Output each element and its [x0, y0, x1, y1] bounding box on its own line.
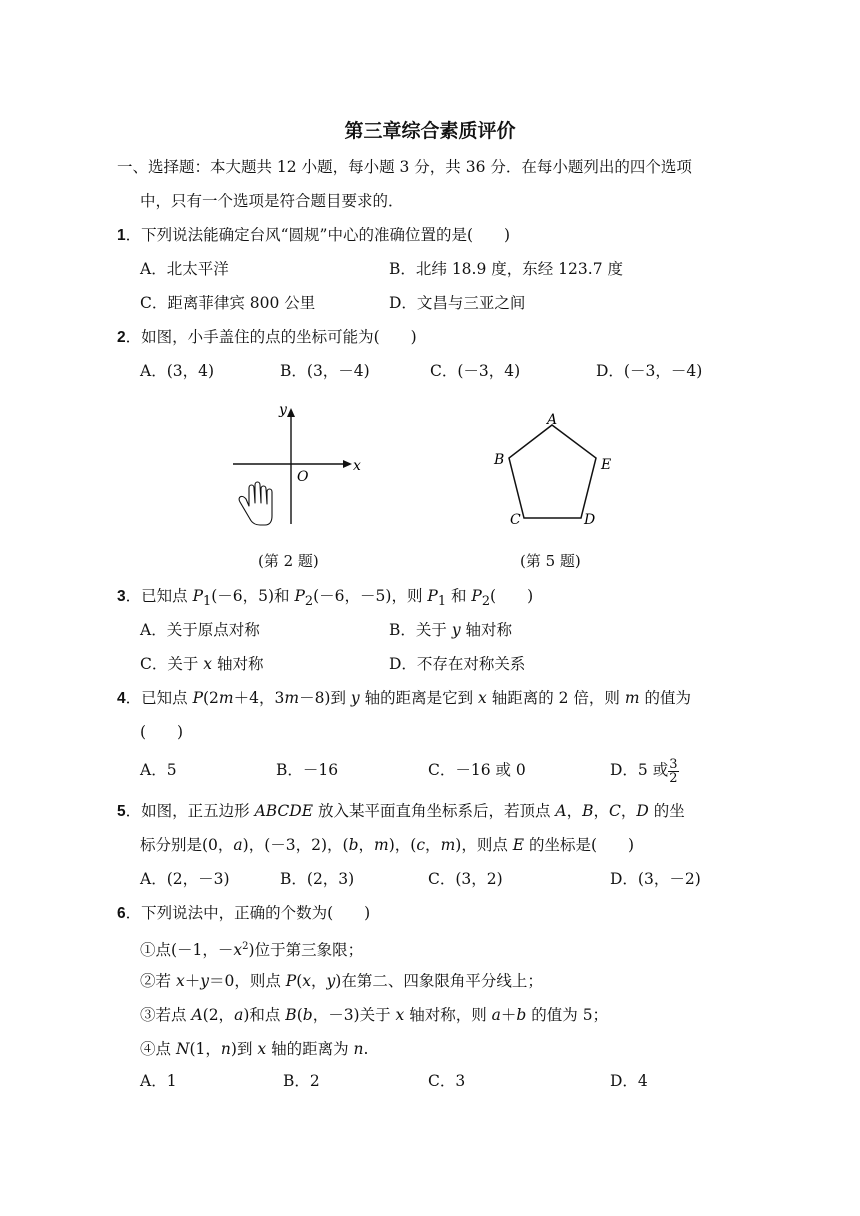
option-text: B．关于: [389, 621, 452, 639]
question-6-option-a: A．1: [140, 1072, 177, 1090]
var: y: [326, 972, 336, 990]
figure-q5-pentagon: [486, 412, 626, 534]
var: a: [234, 1006, 244, 1024]
section-heading-line2: 中，只有一个选项是符合题目要求的．: [140, 192, 404, 210]
question-4-option-b: B．－16: [276, 761, 339, 779]
text: 轴的距离为: [266, 1040, 354, 1058]
text: )，(: [388, 836, 417, 854]
question-3-text-d: 和: [446, 587, 472, 605]
var: B: [582, 802, 594, 820]
text: ④点: [140, 1040, 176, 1058]
question-3-text-a: ．已知点: [125, 587, 193, 605]
figure-q2-axes: [220, 398, 370, 533]
point-p2-var: P: [294, 587, 305, 605]
figure-q5-caption: (第 5 题): [520, 552, 581, 570]
pentagon-shape: [509, 425, 596, 518]
question-4-option-a: A．5: [140, 761, 177, 779]
text: ．已知点: [125, 689, 193, 707]
question-2-option-a: A．(3，4): [140, 362, 215, 380]
option-text: 轴对称: [460, 621, 513, 639]
text: 放入某平面直角坐标系后，若顶点: [313, 802, 556, 820]
question-1-option-b: B．北纬 18.9 度，东经 123.7 度: [389, 260, 623, 278]
text: ＋: [500, 1006, 517, 1024]
var: y: [200, 972, 209, 990]
text: ，: [425, 836, 441, 854]
question-4-stem: [117, 688, 691, 709]
question-5-number: 5: [117, 803, 126, 820]
text: ，: [311, 972, 327, 990]
origin-label: O: [297, 469, 309, 485]
var: b: [348, 836, 359, 854]
subscript-1: 1: [203, 594, 212, 610]
question-6-statement-2: [140, 971, 543, 991]
hand-icon: [239, 482, 272, 525]
text: ＋4，3: [233, 689, 285, 707]
question-3-number: 3: [117, 588, 126, 605]
var: a: [233, 836, 243, 854]
option-text: 轴对称: [212, 655, 264, 673]
text: )和点: [243, 1006, 286, 1024]
question-2-option-d: D．(－3，－4): [596, 362, 703, 380]
text: ，: [620, 802, 637, 820]
question-2-stem: [117, 327, 417, 348]
question-6-statement-3: [140, 1005, 608, 1025]
question-3-text-c: (－6，－5)，则: [313, 587, 428, 605]
fraction-numerator: 3: [669, 756, 678, 772]
text: )到: [230, 1040, 258, 1058]
question-1-stem: [117, 225, 510, 246]
subscript-1: 1: [437, 594, 447, 610]
var: P: [285, 972, 297, 990]
text: 的值为 5；: [526, 1006, 609, 1024]
fraction-denominator: 2: [669, 770, 678, 786]
question-6-option-c: C．3: [428, 1072, 466, 1090]
text: 的值为: [639, 689, 691, 707]
question-3-option-b: [389, 620, 512, 640]
text: 标分别是(0，: [140, 836, 234, 854]
text: ，: [566, 802, 583, 820]
text: (: [296, 1006, 303, 1024]
var: a: [491, 1006, 501, 1024]
var: ABCDE: [254, 802, 314, 820]
superscript: 2: [242, 941, 249, 952]
subscript-2: 2: [481, 594, 491, 610]
question-2-option-c: C．(－3，4): [430, 362, 521, 380]
var: D: [636, 802, 649, 820]
question-6-statement-4: [140, 1039, 368, 1059]
question-6-option-b: B．2: [283, 1072, 320, 1090]
text: ，: [358, 836, 375, 854]
question-4-number: 4: [117, 690, 126, 707]
var: c: [416, 836, 426, 854]
vertex-label-d: D: [584, 512, 596, 528]
var: E: [512, 836, 525, 854]
option-text: C．关于: [140, 655, 204, 673]
question-6-text: ．下列说法中，正确的个数为( ): [125, 904, 371, 922]
question-6-number: 6: [117, 905, 126, 922]
text: (2: [203, 689, 219, 707]
var: x: [175, 972, 185, 990]
text: (1，: [189, 1040, 221, 1058]
question-1-number: 1: [117, 227, 126, 244]
var: y: [350, 689, 360, 707]
var: b: [302, 1006, 313, 1024]
text: ，－3)关于: [312, 1006, 396, 1024]
text: ，: [593, 802, 610, 820]
text: ③若点: [140, 1006, 192, 1024]
text: 的坐: [648, 802, 685, 820]
question-6-option-d: D．4: [610, 1072, 648, 1090]
question-2-option-b: B．(3，－4): [280, 362, 370, 380]
subscript-2: 2: [304, 594, 314, 610]
question-3-text-e: ( ): [490, 587, 534, 605]
var: b: [516, 1006, 527, 1024]
question-2-number: 2: [117, 329, 126, 346]
question-3-option-d: D．不存在对称关系: [389, 655, 526, 673]
var: m: [624, 689, 640, 707]
question-5-option-c: C．(3，2): [428, 870, 503, 888]
question-5-option-d: D．(3，－2): [610, 870, 701, 888]
question-1-option-c: C．距离菲律宾 800 公里: [140, 294, 316, 312]
question-4-answer-paren: ( ): [140, 723, 184, 741]
var: x: [302, 972, 312, 990]
var: x: [257, 1040, 267, 1058]
text: －8)到: [299, 689, 351, 707]
var: A: [555, 802, 567, 820]
text: )位于第三象限；: [248, 941, 364, 960]
var: m: [284, 689, 300, 707]
text: ＋: [184, 972, 201, 990]
question-2-text: ．如图，小手盖住的点的坐标可能为( ): [125, 328, 417, 346]
var: C: [609, 802, 621, 820]
text: 轴距离的 2 倍，则: [486, 689, 625, 707]
var: x: [203, 655, 213, 673]
text: )，(－3，2)，(: [242, 836, 349, 854]
question-4-option-c: C．－16 或 0: [428, 761, 526, 779]
text: .: [363, 1040, 369, 1058]
option-text: D．5 或: [610, 761, 669, 779]
question-3-text-b: (－6，5)和: [211, 587, 295, 605]
var: y: [451, 621, 461, 639]
question-4-option-d: [610, 750, 679, 790]
var: n: [353, 1040, 364, 1058]
vertex-label-a: A: [547, 412, 558, 428]
var: x: [395, 1006, 405, 1024]
x-axis-label: x: [353, 458, 361, 474]
var: m: [440, 836, 456, 854]
vertex-label-b: B: [494, 452, 505, 468]
text: 轴的距离是它到: [359, 689, 479, 707]
fraction: [668, 758, 678, 785]
text: 的坐标是( ): [524, 836, 635, 854]
question-5-stem-line2: [140, 835, 634, 855]
text: (2，: [202, 1006, 235, 1024]
point-p2-var: P: [471, 587, 482, 605]
question-1-option-a: A．北太平洋: [140, 260, 229, 278]
text: ①点(－1，－: [140, 941, 234, 960]
text: )，则点: [455, 836, 513, 854]
var: B: [285, 1006, 297, 1024]
x-axis-arrow: [343, 460, 352, 468]
text: )在第二、四象限角平分线上；: [335, 972, 543, 990]
vertex-label-c: C: [510, 512, 521, 528]
vertex-label-e: E: [601, 457, 612, 473]
page-title: 第三章综合素质评价: [344, 120, 516, 142]
var: N: [175, 1040, 190, 1058]
text: ＝0，则点: [208, 972, 286, 990]
section-heading-line1: 一、选择题：本大题共 12 小题，每小题 3 分，共 36 分．在每小题列出的四个选项: [117, 158, 692, 176]
question-5-option-b: B．(2，3): [280, 870, 355, 888]
var: A: [191, 1006, 203, 1024]
text: 轴对称，则: [404, 1006, 492, 1024]
question-1-option-d: D．文昌与三亚之间: [389, 294, 526, 312]
point-p1-var: P: [192, 587, 203, 605]
question-3-option-a: A．关于原点对称: [140, 621, 260, 639]
question-6-stem: [117, 903, 370, 924]
y-axis-arrow: [287, 408, 295, 417]
var: x: [478, 689, 487, 707]
var: n: [220, 1040, 231, 1058]
text: ．如图，正五边形: [125, 802, 255, 820]
question-6-statement-1: [140, 937, 363, 960]
var: m: [218, 689, 234, 707]
question-3-stem: [117, 586, 533, 612]
point-p1-var: P: [427, 587, 438, 605]
y-axis-label: y: [279, 402, 287, 418]
question-1-text: ．下列说法能确定台风“圆规”中心的准确位置的是( ): [125, 226, 511, 244]
var: x: [233, 941, 243, 960]
var: P: [192, 689, 203, 707]
text: (: [296, 972, 303, 990]
question-5-stem: [117, 801, 685, 822]
figure-q2-caption: (第 2 题): [258, 552, 319, 570]
question-3-option-c: [140, 654, 263, 674]
var: m: [374, 836, 389, 854]
question-5-option-a: A．(2，－3): [140, 870, 230, 888]
text: ②若: [140, 972, 176, 990]
